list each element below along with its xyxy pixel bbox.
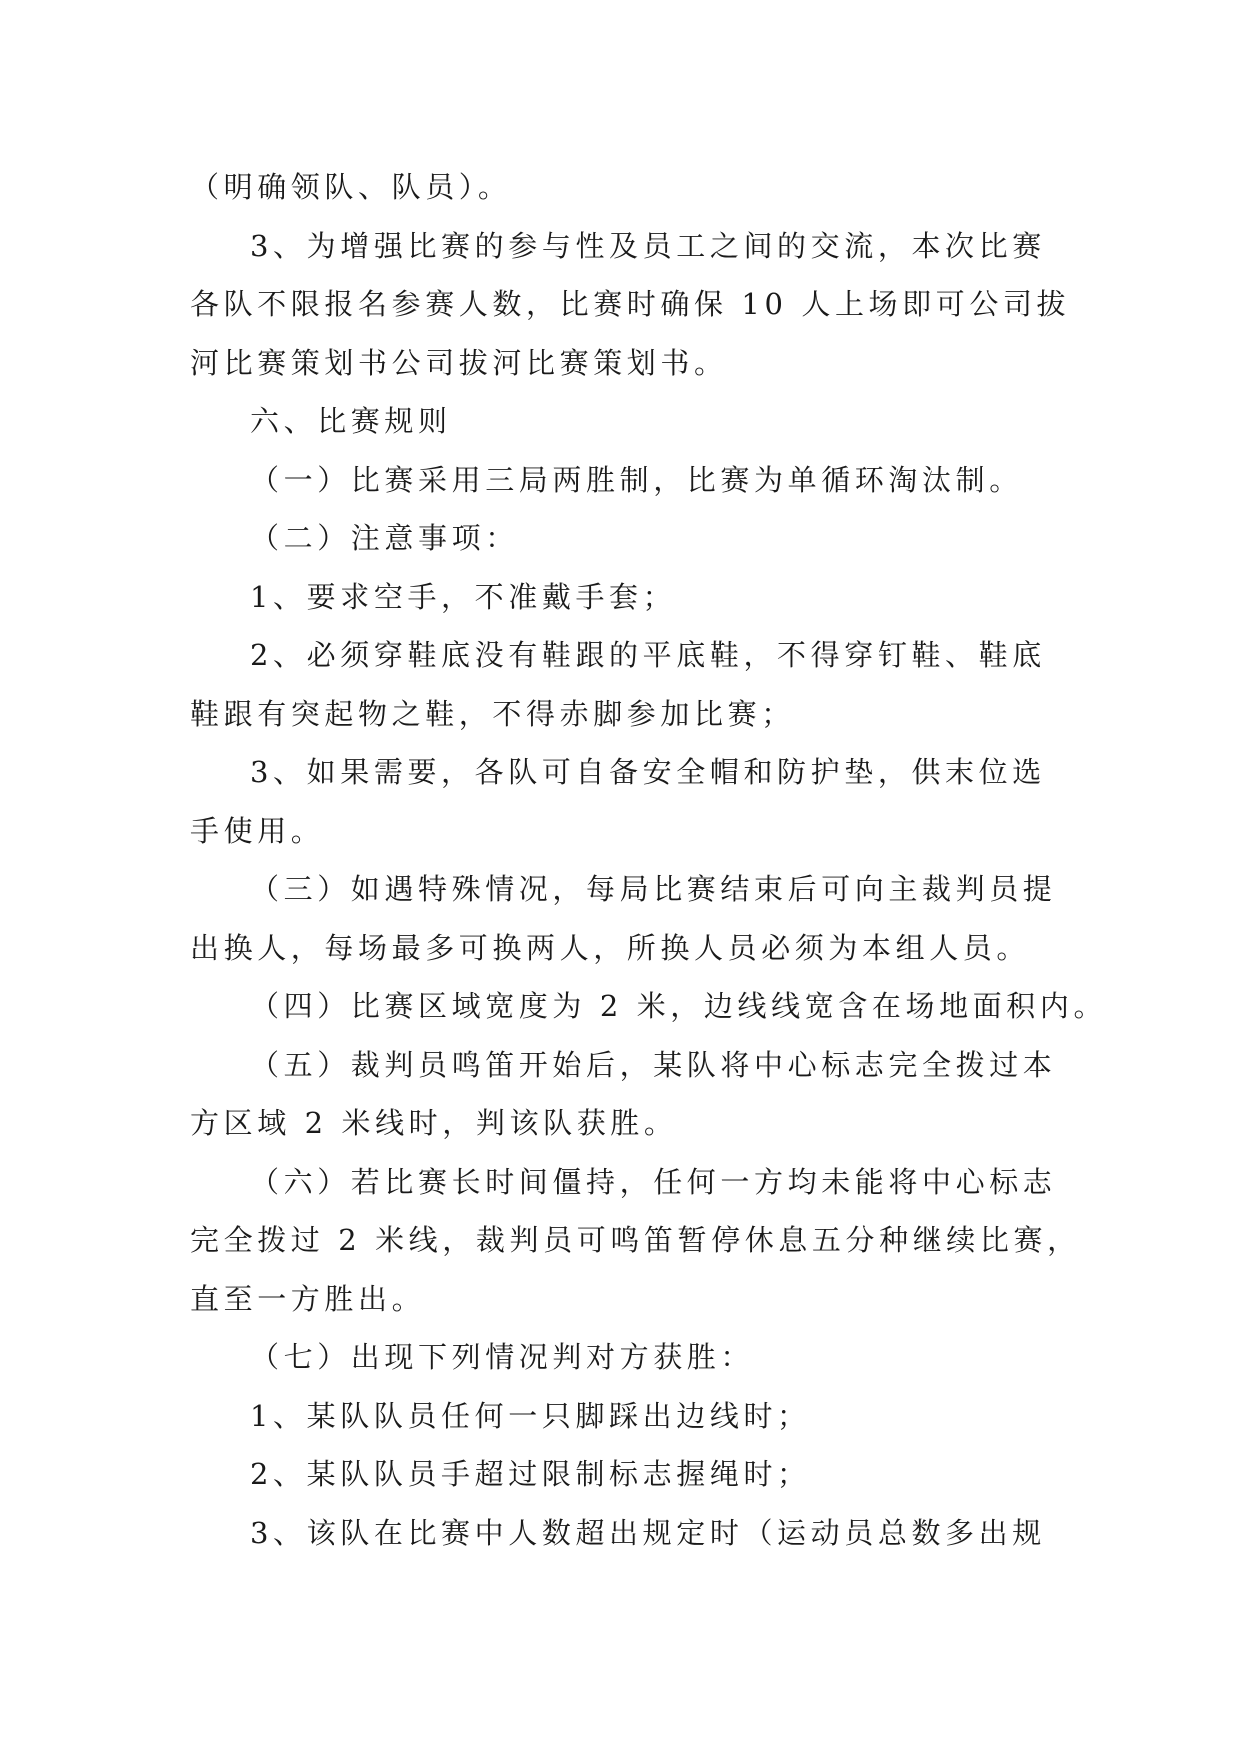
text-line: 各队不限报名参赛人数，比赛时确保 10 人上场即可公司拔 <box>190 287 1071 321</box>
text-line: （六）若比赛长时间僵持，任何一方均未能将中心标志 <box>250 1164 1057 1199</box>
text-line: 3、为增强比赛的参与性及员工之间的交流，本次比赛 <box>250 228 1046 263</box>
text-line: （三）如遇特殊情况，每局比赛结束后可向主裁判员提 <box>250 872 1057 906</box>
text-line: 河比赛策划书公司拔河比赛策划书。 <box>190 345 728 380</box>
text-line: 3、该队在比赛中人数超出规定时（运动员总数多出规 <box>250 1515 1046 1550</box>
text-line: （一）比赛采用三局两胜制，比赛为单循环淘汰制。 <box>250 462 1023 497</box>
text-line: （明确领队、队员）。 <box>190 170 512 204</box>
text-line: 3、如果需要，各队可自备安全帽和防护垫，供末位选 <box>250 755 1046 789</box>
text-line: 手使用。 <box>190 813 325 848</box>
text-line: 1、某队队员任何一只脚踩出边线时； <box>250 1398 811 1433</box>
text-line: 鞋跟有突起物之鞋，不得赤脚参加比赛； <box>190 696 795 731</box>
text-line: （四）比赛区域宽度为 2 米，边线线宽含在场地面积内。 <box>250 989 1108 1023</box>
text-line: 直至一方胜出。 <box>190 1281 426 1316</box>
text-line: （七）出现下列情况判对方获胜： <box>250 1340 755 1374</box>
text-line: 2、必须穿鞋底没有鞋跟的平底鞋，不得穿钉鞋、鞋底 <box>250 638 1046 672</box>
text-line: 2、某队队员手超过限制标志握绳时； <box>250 1457 811 1491</box>
document-body <box>190 158 1108 1562</box>
text-line: 方区域 2 米线时，判该队获胜。 <box>190 1106 678 1140</box>
section-heading: 六、比赛规则 <box>250 404 452 438</box>
text-line: 完全拨过 2 米线，裁判员可鸣笛暂停休息五分种继续比赛， <box>190 1223 1081 1257</box>
text-line: 1、要求空手，不准戴手套； <box>250 579 677 614</box>
text-line: 出换人，每场最多可换两人，所换人员必须为本组人员。 <box>190 930 1031 965</box>
text-line: （二）注意事项： <box>250 521 519 555</box>
text-line: （五）裁判员鸣笛开始后，某队将中心标志完全拨过本 <box>250 1047 1057 1082</box>
